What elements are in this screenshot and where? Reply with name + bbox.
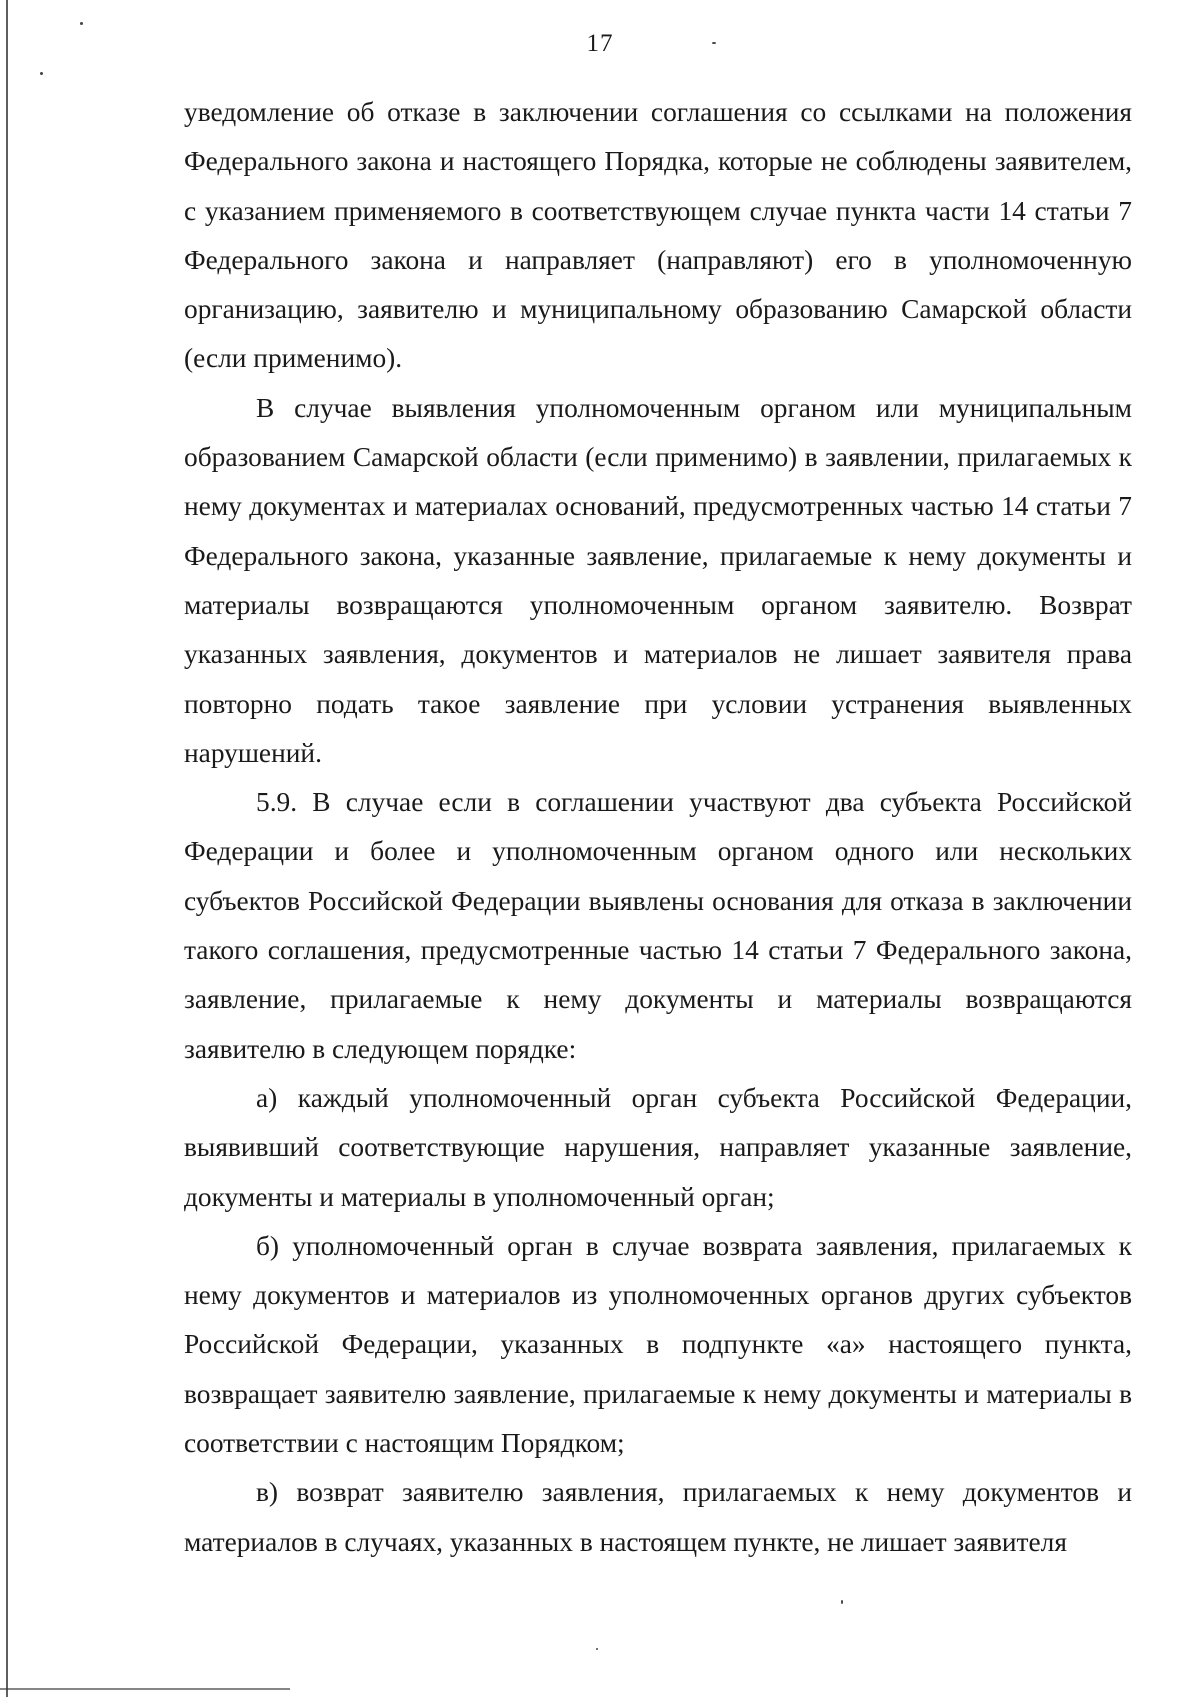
document-body: [184, 88, 1132, 1567]
list-item-v: в) возврат заявителю заявления, прилагаемых к нему документов и материалов в случаях, указанных в настоящем пункте, не лишает заявителя: [184, 1477, 1132, 1557]
scan-speck: [841, 1600, 843, 1604]
paragraph-return-conditions: В случае выявления уполномоченным органом или муниципальным образованием Самарской области (если применимо) в заявлении, прилагаемых к нему документах и материалах оснований, предусмотренных частью 14 статьи 7 Федерального закона, указанные заявление, прилагаемые к нему документы и материалы возвращаются уполномоченным органом заявителю. Возврат указанных заявления, документов и материалов не лишает заявителя права повторно подать такое заявление при условии устранения выявленных нарушений.: [184, 392, 1132, 768]
list-item-a: а) каждый уполномоченный орган субъекта Российской Федерации, выявивший соответствующие нарушения, направляет указанные заявление, документы и материалы в уполномоченный орган;: [184, 1082, 1132, 1212]
scan-speck: [596, 1648, 598, 1650]
scan-left-edge: [6, 0, 8, 1697]
page-number: 17: [586, 30, 614, 57]
paragraph-continuation: уведомление об отказе в заключении соглашения со ссылками на положения Федерального закона и настоящего Порядка, которые не соблюдены заявителем, с указанием применяемого в соответствующем случае пункта части 14 статьи 7 Федерального закона и направляет (направляют) его в уполномоченную организацию, заявителю и муниципальному образованию Самарской области (если применимо).: [184, 97, 1132, 374]
list-item-b: б) уполномоченный орган в случае возврата заявления, прилагаемых к нему документов и материалов из уполномоченных органов других субъектов Российской Федерации, указанных в подпункте «а» настоящего пункта, возвращает заявителю заявление, прилагаемые к нему документы и материалы в соответствии с настоящим Порядком;: [184, 1230, 1132, 1459]
scan-bottom-edge: [0, 1688, 290, 1690]
scan-speck: [80, 22, 83, 25]
scan-speck: [40, 72, 43, 75]
paragraph-5-9: 5.9. В случае если в соглашении участвуют два субъекта Российской Федерации и более и уполномоченным органом одного или нескольких субъектов Российской Федерации выявлены основания для отказа в заключении такого соглашения, предусмотренные частью 14 статьи 7 Федерального закона, заявление, прилагаемые к нему документы и материалы возвращаются заявителю в следующем порядке:: [184, 787, 1132, 1064]
